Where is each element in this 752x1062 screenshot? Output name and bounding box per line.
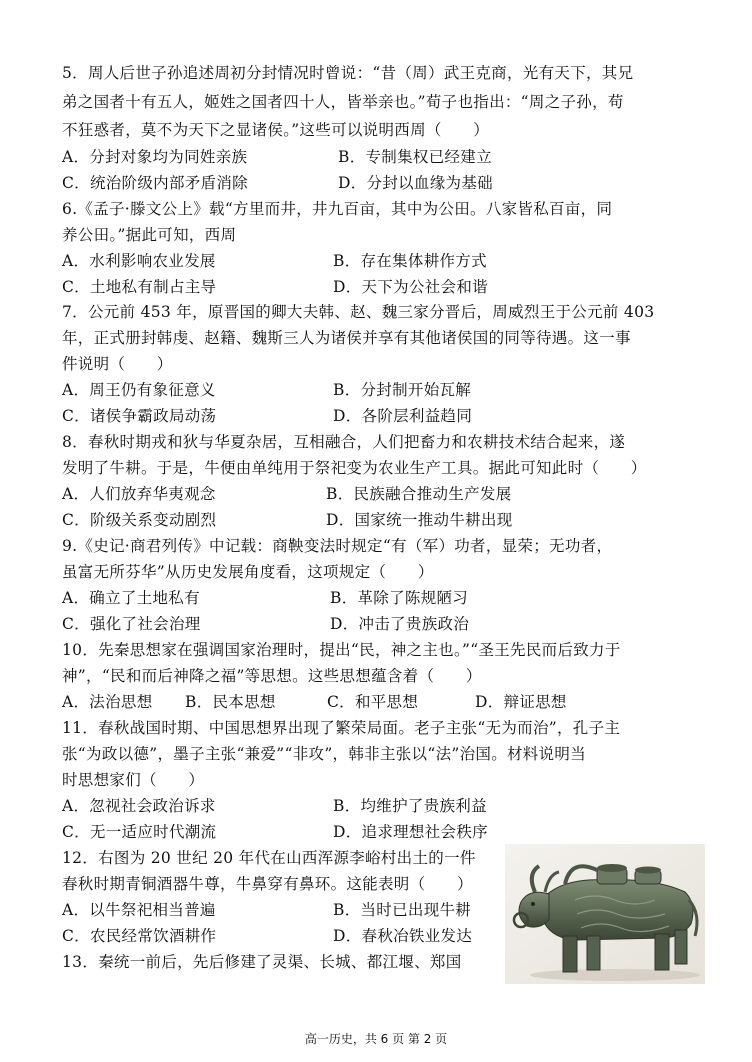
q12-option-a: A．以牛祭祀相当普遍 bbox=[62, 901, 216, 919]
q8-option-c: C．阶级关系变动剧烈 bbox=[62, 511, 217, 529]
q10-option-a: A．法治思想 bbox=[62, 693, 153, 711]
q6-line-2: 养公田。”据此可知，西周 bbox=[62, 226, 237, 244]
q12-line-2: 春秋时期青铜酒器牛尊，牛鼻穿有鼻环。这能表明（ ） bbox=[62, 875, 473, 893]
q9-option-c: C．强化了社会治理 bbox=[62, 615, 201, 633]
q6-option-b: B．存在集体耕作方式 bbox=[333, 252, 487, 270]
q5-line-3: 不狂惑者，莫不为天下之显诸侯。”这些可以说明西周（ ） bbox=[62, 121, 490, 139]
q7-option-b: B．分封制开始瓦解 bbox=[333, 381, 472, 399]
q7-line-1: 7．公元前 453 年，原晋国的卿大夫韩、赵、魏三家分晋后，周威烈王于公元前 403 bbox=[62, 303, 655, 321]
q9-line-1: 9.《史记·商君列传》中记载：商鞅变法时规定“有（军）功者，显荣；无功者， bbox=[62, 537, 613, 555]
q10-option-d: D．辩证思想 bbox=[475, 693, 567, 711]
q7-option-c: C．诸侯争霸政局动荡 bbox=[62, 407, 217, 425]
q5-line-1: 5．周人后世子孙追述周初分封情况时曾说：“昔（周）武王克商，光有天下，其兄 bbox=[62, 64, 634, 82]
q8-line-1: 8．春秋时期戎和狄与华夏杂居，互相融合，人们把畜力和农耕技术结合起来，遂 bbox=[62, 433, 626, 451]
q10-option-c: C．和平思想 bbox=[327, 693, 419, 711]
q11-line-3: 时思想家们（ ） bbox=[62, 771, 205, 789]
q11-option-b: B．均维护了贵族利益 bbox=[333, 797, 487, 815]
q11-option-c: C．无一适应时代潮流 bbox=[62, 823, 217, 841]
q8-option-a: A．人们放弃华夷观念 bbox=[62, 485, 216, 503]
q7-line-3: 件说明（ ） bbox=[62, 355, 173, 373]
q10-option-b: B．民本思想 bbox=[185, 693, 276, 711]
q5-option-d: D．分封以血缘为基础 bbox=[338, 174, 493, 192]
q6-option-d: D．天下为公社会和谐 bbox=[333, 278, 488, 296]
q11-line-2: 张“为政以德”，墨子主张“兼爱”“非攻”，韩非主张以“法”治国。材料说明当 bbox=[62, 745, 586, 763]
q6-option-c: C．土地私有制占主导 bbox=[62, 278, 217, 296]
q12-option-b: B．当时已出现牛耕 bbox=[333, 901, 472, 919]
q9-option-b: B．革除了陈规陋习 bbox=[330, 589, 469, 607]
bronze-ox-vessel-image bbox=[505, 844, 705, 984]
q7-option-a: A．周王仍有象征意义 bbox=[62, 381, 216, 399]
q6-line-1: 6.《孟子·滕文公上》载“方里而井，井九百亩，其中为公田。八家皆私百亩，同 bbox=[62, 200, 613, 218]
q13-line-1: 13．秦统一前后，先后修建了灵渠、长城、都江堰、郑国 bbox=[62, 953, 462, 971]
q9-line-2: 虽富无所芬华”从历史发展角度看，这项规定（ ） bbox=[62, 563, 434, 581]
q12-line-1: 12．右图为 20 世纪 20 年代在山西浑源李峪村出土的一件 bbox=[62, 849, 476, 867]
q6-option-a: A．水利影响农业发展 bbox=[62, 252, 216, 270]
q12-option-c: C．农民经常饮酒耕作 bbox=[62, 927, 217, 945]
q7-option-d: D．各阶层利益趋同 bbox=[333, 407, 473, 425]
page-footer: 高一历史，共 6 页 第 2 页 bbox=[304, 1032, 448, 1046]
q11-option-d: D．追求理想社会秩序 bbox=[333, 823, 488, 841]
q12-option-d: D．春秋冶铁业发达 bbox=[333, 927, 473, 945]
q9-option-a: A．确立了土地私有 bbox=[62, 589, 200, 607]
q9-option-d: D．冲击了贵族政治 bbox=[330, 615, 470, 633]
q5-option-a: A．分封对象均为同姓亲族 bbox=[62, 148, 248, 166]
q5-option-c: C．统治阶级内部矛盾消除 bbox=[62, 174, 248, 192]
q10-line-2: 神”，“民和而后神降之福”等思想。这些思想蕴含着（ ） bbox=[62, 667, 482, 685]
q8-line-2: 发明了牛耕。于是，牛便由单纯用于祭祀变为农业生产工具。据此可知此时（ ） bbox=[62, 459, 647, 477]
q5-option-b: B．专制集权已经建立 bbox=[338, 148, 492, 166]
q8-option-d: D．国家统一推动牛耕出现 bbox=[326, 511, 513, 529]
q11-option-a: A．忽视社会政治诉求 bbox=[62, 797, 216, 815]
q7-line-2: 年，正式册封韩虔、赵籍、魏斯三人为诸侯并享有其他诸侯国的同等待遇。这一事 bbox=[62, 329, 631, 347]
q11-line-1: 11．春秋战国时期、中国思想界出现了繁荣局面。老子主张“无为而治”，孔子主 bbox=[62, 719, 621, 737]
q5-line-2: 弟之国者十有五人，姬姓之国者四十人，皆举亲也。”荀子也指出：“周之子孙，苟 bbox=[62, 93, 624, 111]
q8-option-b: B．民族融合推动生产发展 bbox=[326, 485, 512, 503]
q10-line-1: 10．先秦思想家在强调国家治理时，提出“民，神之主也。”“圣王先民而后致力于 bbox=[62, 641, 621, 659]
